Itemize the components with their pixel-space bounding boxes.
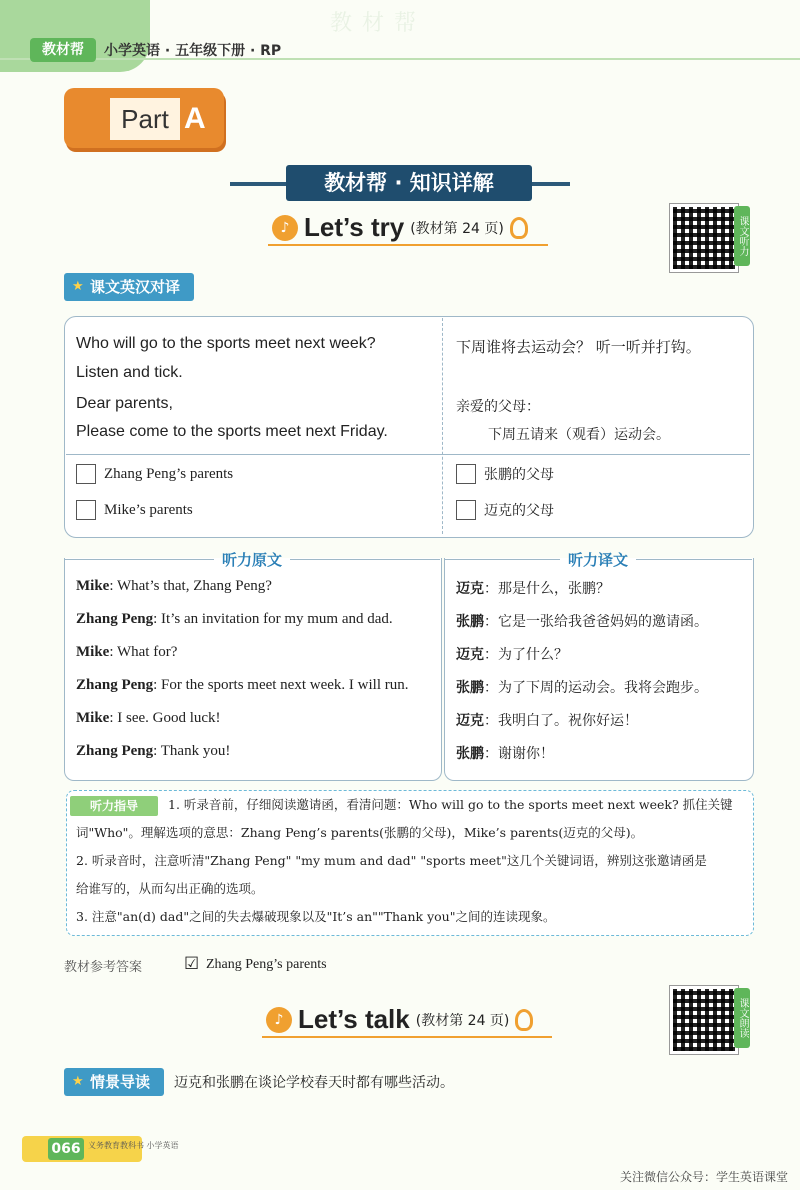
option-zhang-peng-parents[interactable] (76, 464, 233, 484)
tip-line-3: 2. 听录音时，注意听清"Zhang Peng" "my mum and dad" "sports meet"这几个关键词语，辨别这张邀请函是 (76, 853, 707, 868)
lets-try-title: Let’s try (304, 212, 405, 242)
checkbox[interactable] (76, 500, 96, 520)
orig-title: 听力原文 (222, 551, 283, 569)
headphone-icon (510, 217, 528, 239)
trans-line: 迈克：为了什么？ (456, 647, 568, 663)
trans-line: 张鹏：它是一张给我爸爸妈妈的邀请函。 (456, 614, 708, 630)
qr-code-icon[interactable] (670, 986, 738, 1054)
checkbox[interactable] (76, 464, 96, 484)
checkbox[interactable] (456, 500, 476, 520)
answer-label: 教材参考答案 (64, 960, 143, 975)
scene-tag: ★ 情景导读 (64, 1068, 164, 1096)
sound-icon: ♪ (272, 215, 298, 241)
option-label: 迈克的父母 (484, 503, 554, 519)
trans-line: 迈克：我明白了。祝你好运！ (456, 713, 638, 729)
lets-try-heading (272, 212, 528, 243)
trans-line: 张鹏：为了下周的运动会。我将会跑步。 (456, 680, 708, 696)
qr-tag-reading: 课文朗读 (734, 988, 750, 1048)
qr-tag-listening: 课文听力 (734, 206, 750, 266)
try-box-rule (66, 454, 750, 455)
tip-line-1: 1. 听录音前，仔细阅读邀请函，看清问题：Who will go to the sports meet next week? 抓住关键 (168, 797, 733, 812)
tip-line-2: 词"Who"。理解选项的意思：Zhang Peng’s parents(张鹏的父母)，Mike’s parents(迈克的父母)。 (76, 825, 644, 840)
try-box-divider (442, 318, 443, 534)
headphone-icon (515, 1009, 533, 1031)
option-label: Zhang Peng’s parents (104, 465, 234, 482)
answer-text: Zhang Peng’s parents (206, 957, 327, 972)
part-letter: A (184, 102, 206, 135)
lets-talk-heading (266, 1004, 533, 1035)
try-zh-line-1: 下周谁将去运动会？ 听一听并打钩。 (456, 338, 701, 356)
trans-line: 张鹏：谢谢你！ (456, 746, 554, 762)
orig-line: Zhang Peng: Thank you! (76, 743, 231, 759)
try-en-line-2: Listen and tick. (76, 364, 183, 381)
lets-talk-underline (262, 1036, 552, 1038)
lets-talk-title: Let’s talk (298, 1004, 410, 1034)
listening-tip-tag: 听力指导 (70, 796, 158, 816)
part-word: Part (110, 98, 180, 140)
footer-wechat: 关注微信公众号：学生英语课堂 (619, 1170, 788, 1184)
orig-line: Zhang Peng: For the sports meet next week. I will run. (76, 677, 409, 693)
lets-try-underline (268, 244, 548, 246)
option-label: Mike’s parents (104, 501, 193, 518)
sound-icon: ♪ (266, 1007, 292, 1033)
try-en-line-1: Who will go to the sports meet next week? (76, 335, 376, 352)
option-mike-parents[interactable] (76, 500, 193, 520)
lets-talk-page-ref: (教材第 24 页) (415, 1012, 510, 1029)
tip-line-5: 3. 注意"an(d) dad"之间的失去爆破现象以及"It’s an""Thank you"之间的连读现象。 (76, 909, 556, 924)
orig-line: Mike: What for? (76, 644, 178, 660)
trans-title-row (444, 549, 752, 570)
try-en-line-4: Please come to the sports meet next Friday. (76, 423, 388, 440)
header-title: 小学英语 · 五年级下册 · RP (104, 43, 282, 59)
header-badge: 教材帮 (30, 38, 96, 62)
checkbox[interactable] (456, 464, 476, 484)
qr-code-icon[interactable] (670, 204, 738, 272)
orig-line: Mike: I see. Good luck! (76, 710, 221, 726)
page-number: 066 (48, 1138, 84, 1160)
option-zh-2[interactable] (456, 500, 554, 520)
section-banner: 教材帮 · 知识详解 (286, 165, 532, 201)
orig-title-row (64, 549, 440, 570)
answer-check-icon: ☑ (184, 954, 200, 974)
try-zh-line-3: 下周五请来（观看）运动会。 (488, 427, 670, 443)
try-zh-line-2: 亲爱的父母： (456, 399, 540, 415)
scene-text: 迈克和张鹏在谈论学校春天时都有哪些活动。 (174, 1075, 454, 1091)
header-watermark: 教材帮 (330, 11, 427, 36)
footer-caption: 义务教育教科书 小学英语 (88, 1141, 179, 1150)
lets-try-page-ref: (教材第 24 页) (410, 220, 504, 237)
option-zh-1[interactable] (456, 464, 554, 484)
orig-line: Zhang Peng: It’s an invitation for my mum and dad. (76, 611, 393, 627)
trans-title: 听力译文 (568, 551, 629, 569)
trans-line: 迈克：那是什么，张鹏？ (456, 581, 610, 597)
try-en-line-3: Dear parents, (76, 395, 173, 412)
translation-tag: ★ 课文英汉对译 (64, 273, 194, 301)
tip-line-4: 给谁写的，从而勾出正确的选项。 (76, 881, 264, 896)
orig-line: Mike: What’s that, Zhang Peng? (76, 578, 272, 594)
option-label: 张鹏的父母 (484, 467, 554, 483)
